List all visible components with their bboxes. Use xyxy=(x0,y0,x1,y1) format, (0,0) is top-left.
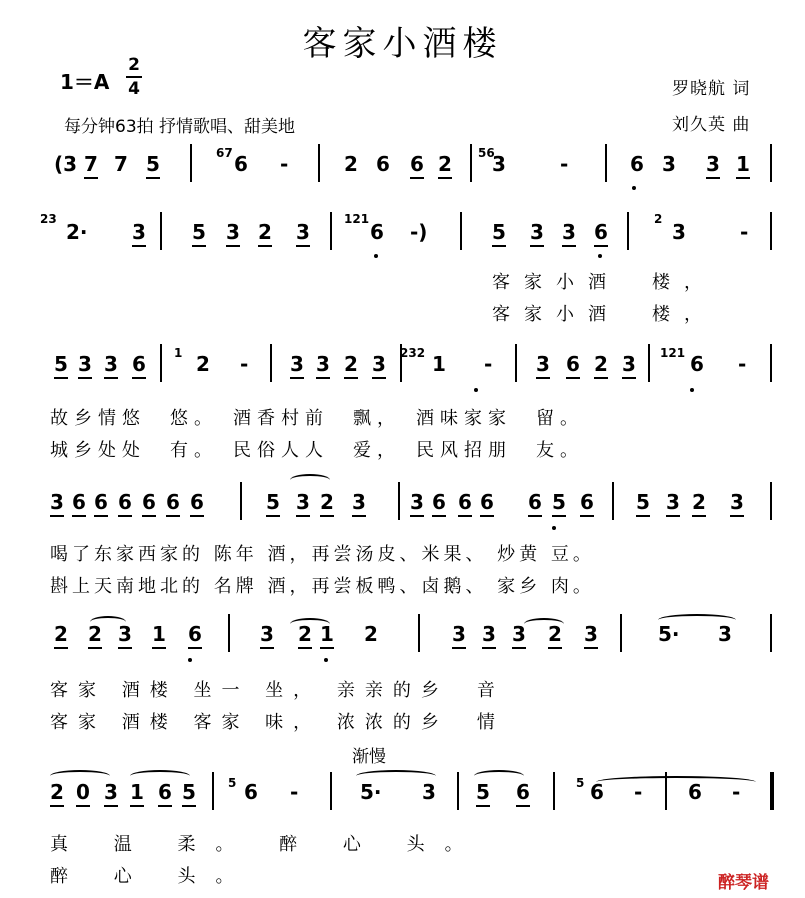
note: 3 xyxy=(666,490,680,517)
note: 3 xyxy=(422,780,436,804)
note: 3 xyxy=(260,622,274,649)
barline xyxy=(612,482,614,520)
note: 6 xyxy=(244,780,258,804)
note: 5 xyxy=(54,352,68,379)
note: 6 xyxy=(410,152,424,179)
note: 6 xyxy=(516,780,530,807)
note: 3 xyxy=(492,152,506,176)
note: 3 xyxy=(662,152,676,176)
note: 2 xyxy=(196,352,210,376)
lyric-r3v1: 故乡情悠 悠。 酒香村前 飘， 酒味家家 留。 xyxy=(50,408,584,429)
note: 3 xyxy=(352,490,366,517)
meter-bottom: 4 xyxy=(128,79,140,99)
note: 3 xyxy=(536,352,550,379)
note: 3 xyxy=(584,622,598,649)
barline xyxy=(627,212,629,250)
barline xyxy=(228,614,230,652)
octave-dot xyxy=(552,526,556,530)
note: 6 xyxy=(234,152,248,176)
grace-note: 23 xyxy=(40,212,57,226)
barline xyxy=(240,482,242,520)
note: - xyxy=(740,220,749,244)
note: 3 xyxy=(316,352,330,379)
note: 1 xyxy=(320,622,334,649)
barline xyxy=(648,344,650,382)
note: 5· xyxy=(360,780,382,804)
note: 2 xyxy=(50,780,64,807)
barline xyxy=(270,344,272,382)
lyric-r4v1: 喝了东家西家的 陈年 酒，再尝汤皮、米果、 炒黄 豆。 xyxy=(50,544,595,565)
note: 2 xyxy=(594,352,608,379)
note: 6 xyxy=(566,352,580,379)
barline xyxy=(620,614,622,652)
note: 2 xyxy=(88,622,102,649)
slur-mark xyxy=(356,770,436,782)
tempo-change-marking: 渐慢 xyxy=(352,747,386,767)
note: 3 xyxy=(372,352,386,379)
barline xyxy=(605,144,607,182)
note: 5 xyxy=(492,220,506,247)
note: 3 xyxy=(512,622,526,649)
note: 6 xyxy=(166,490,180,517)
note: - xyxy=(560,152,569,176)
note: 3 xyxy=(672,220,686,244)
grace-note: 5 xyxy=(576,776,585,790)
note: - xyxy=(732,780,741,804)
lyric-r5v1: 客家 酒楼 坐一 坐， 亲亲的乡 音 xyxy=(50,680,505,701)
slur-mark xyxy=(90,616,126,628)
note: 2 xyxy=(298,622,312,649)
barline xyxy=(318,144,320,182)
watermark-logo: 醉琴谱 xyxy=(718,873,769,893)
time-signature xyxy=(126,54,142,100)
note: 3 xyxy=(562,220,576,247)
grace-note: 2 xyxy=(654,212,663,226)
slur-mark xyxy=(474,770,524,782)
note: 2 xyxy=(344,352,358,379)
barline xyxy=(770,772,774,810)
note: 1 xyxy=(152,622,166,649)
barline xyxy=(418,614,420,652)
note: 3 xyxy=(410,490,424,517)
note: 6 xyxy=(458,490,472,517)
tempo-marking: 每分钟63拍 抒情歌唱、甜美地 xyxy=(64,117,296,137)
barline xyxy=(160,212,162,250)
grace-note: 5 xyxy=(228,776,237,790)
note: 6 xyxy=(72,490,86,517)
note: 3 xyxy=(132,220,146,247)
note: (3 xyxy=(54,152,78,176)
barline xyxy=(457,772,459,810)
note: 6 xyxy=(190,490,204,517)
note: 2 xyxy=(344,152,358,176)
barline xyxy=(212,772,214,810)
note: - xyxy=(738,352,747,376)
slur-mark xyxy=(130,770,190,782)
note: 6 xyxy=(188,622,202,649)
note: 6 xyxy=(432,490,446,517)
octave-dot xyxy=(474,388,478,392)
barline xyxy=(553,772,555,810)
lyric-r6v1: 真 温 柔。 醉 心 头。 xyxy=(50,834,483,855)
grace-note: 67 xyxy=(216,146,233,160)
lyric-r2v2: 客家小酒 楼， xyxy=(492,304,716,325)
note: - xyxy=(484,352,493,376)
barline xyxy=(398,482,400,520)
grace-note: 121 xyxy=(660,346,686,360)
note: 5 xyxy=(636,490,650,517)
note: 6 xyxy=(132,352,146,379)
grace-note: 56 xyxy=(478,146,495,160)
barline xyxy=(160,344,162,382)
note: 6 xyxy=(590,780,604,804)
note: 3 xyxy=(296,490,310,517)
barline xyxy=(330,212,332,250)
slur-mark xyxy=(596,776,756,788)
note: 2 xyxy=(692,490,706,517)
octave-dot xyxy=(324,658,328,662)
note: 2· xyxy=(66,220,88,244)
barline xyxy=(770,212,772,250)
note: 3 xyxy=(706,152,720,179)
note: 6 xyxy=(528,490,542,517)
note: 5 xyxy=(146,152,160,179)
lyric-r4v2: 斟上天南地北的 名牌 酒，再尝板鸭、卤鹅、 家乡 肉。 xyxy=(50,576,595,597)
note: 0 xyxy=(76,780,90,807)
lyric-r6v2: 醉 心 头。 xyxy=(50,866,254,887)
note: 3 xyxy=(104,780,118,807)
note: 6 xyxy=(480,490,494,517)
note: 5 xyxy=(476,780,490,807)
grace-note: 121 xyxy=(344,212,370,226)
note: - xyxy=(240,352,249,376)
note: 2 xyxy=(258,220,272,247)
lyric-r5v2: 客家 酒楼 客家 味， 浓浓的乡 情 xyxy=(50,712,505,733)
note: - xyxy=(634,780,643,804)
lyricist-credit: 罗晓航 词 xyxy=(672,79,751,99)
note: 3 xyxy=(482,622,496,649)
octave-dot xyxy=(690,388,694,392)
note: 6 xyxy=(690,352,704,376)
note: 5· xyxy=(658,622,680,646)
note: 3 xyxy=(78,352,92,379)
note: 6 xyxy=(688,780,702,804)
note: 3 xyxy=(730,490,744,517)
note: 2 xyxy=(54,622,68,649)
barline xyxy=(770,344,772,382)
slur-mark xyxy=(50,770,110,782)
slur-mark xyxy=(524,618,564,630)
barline xyxy=(190,144,192,182)
note: 3 xyxy=(530,220,544,247)
note: 1 xyxy=(432,352,446,376)
barline xyxy=(470,144,472,182)
note: 6 xyxy=(118,490,132,517)
note: 2 xyxy=(364,622,378,646)
note: 7 xyxy=(84,152,98,179)
song-title: 客家小酒楼 xyxy=(302,24,503,64)
note: 3 xyxy=(290,352,304,379)
lyric-r2v1: 客家小酒 楼， xyxy=(492,272,716,293)
note: 2 xyxy=(438,152,452,179)
note: 6 xyxy=(630,152,644,176)
grace-note: 232 xyxy=(400,346,426,360)
note: 6 xyxy=(158,780,172,807)
note: 3 xyxy=(118,622,132,649)
note: - xyxy=(280,152,289,176)
note: 6 xyxy=(370,220,384,244)
octave-dot xyxy=(188,658,192,662)
note: 3 xyxy=(718,622,732,646)
note: - xyxy=(290,780,299,804)
note: 1 xyxy=(130,780,144,807)
note: 5 xyxy=(552,490,566,517)
composer-credit: 刘久英 曲 xyxy=(672,115,751,135)
note: 3 xyxy=(226,220,240,247)
note: 6 xyxy=(376,152,390,176)
barline xyxy=(770,144,772,182)
note: 3 xyxy=(50,490,64,517)
note: 1 xyxy=(736,152,750,179)
note: 3 xyxy=(104,352,118,379)
note: 5 xyxy=(266,490,280,517)
note: 3 xyxy=(622,352,636,379)
note: -) xyxy=(410,220,428,244)
barline xyxy=(460,212,462,250)
barline xyxy=(770,614,772,652)
note: 3 xyxy=(452,622,466,649)
note: 5 xyxy=(182,780,196,807)
meter-top: 2 xyxy=(128,55,140,75)
grace-note: 1 xyxy=(174,346,183,360)
lyric-r3v2: 城乡处处 有。 民俗人人 爱， 民风招朋 友。 xyxy=(50,440,584,461)
slur-mark xyxy=(290,474,330,486)
note: 6 xyxy=(94,490,108,517)
slur-mark xyxy=(290,618,330,630)
barline xyxy=(770,482,772,520)
barline xyxy=(515,344,517,382)
octave-dot xyxy=(598,254,602,258)
note: 6 xyxy=(142,490,156,517)
key-signature: 1＝A xyxy=(60,70,110,94)
note: 7 xyxy=(114,152,128,176)
octave-dot xyxy=(374,254,378,258)
note: 6 xyxy=(594,220,608,247)
note: 3 xyxy=(296,220,310,247)
note: 2 xyxy=(320,490,334,517)
note: 6 xyxy=(580,490,594,517)
slur-mark xyxy=(658,614,736,626)
note: 5 xyxy=(192,220,206,247)
octave-dot xyxy=(632,186,636,190)
note: 2 xyxy=(548,622,562,649)
barline xyxy=(330,772,332,810)
